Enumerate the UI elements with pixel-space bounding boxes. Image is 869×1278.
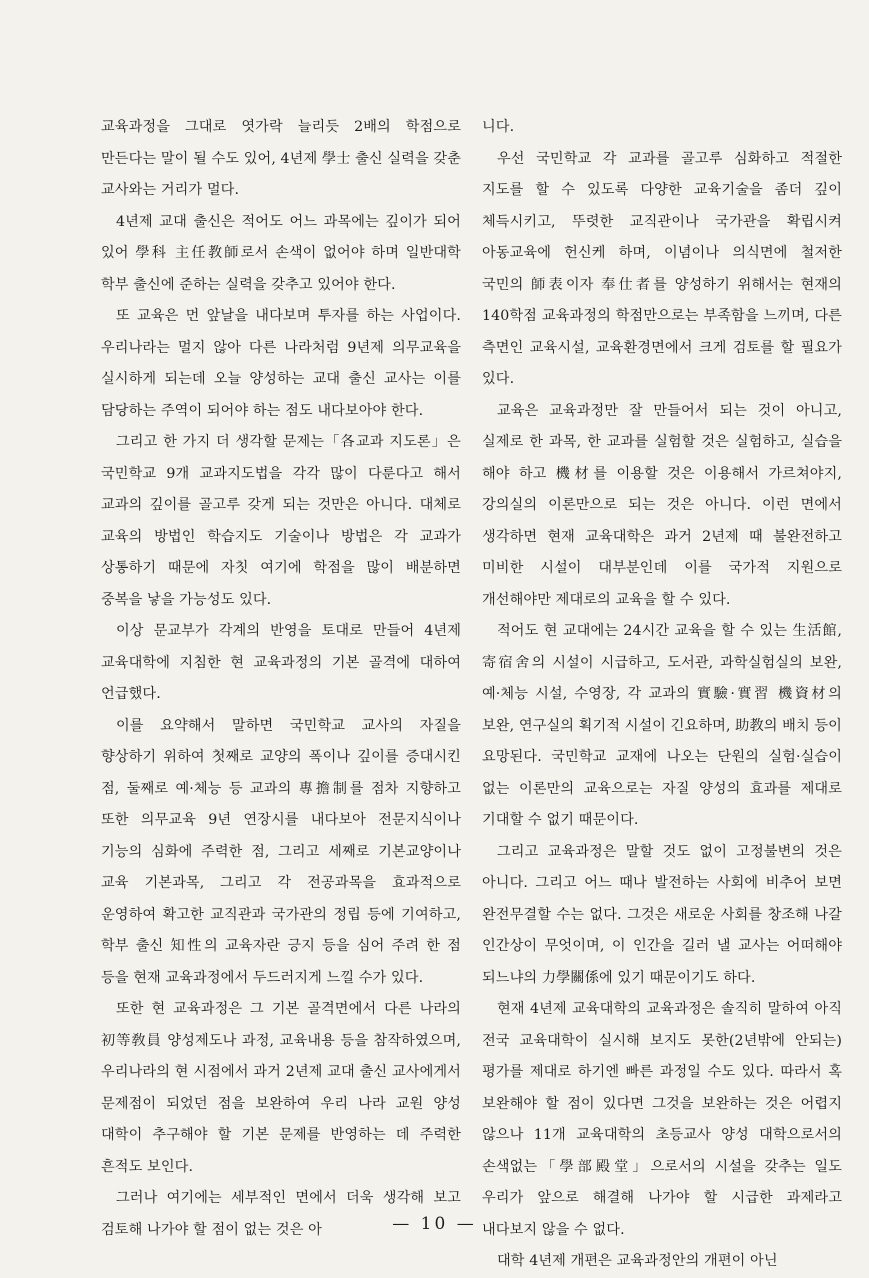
paragraph: 그리고 한 가지 더 생각할 문제는「各교과 지도론」은 국민학교 9개 교과지도법을 각각 많이 다룬다고 해서 교과의 깊이를 골고루 갖게 되는 것만은 아니다. 대체로 교육의 방법인 학습지도 기술이나 방법은 각 교과가 상통하기 때문에 자칫 여기에 학점을 많이 배분하면 중복을 낳을 가능성도 있다. [101, 434, 461, 608]
right-column [482, 112, 842, 1278]
paragraph: 우선 국민학교 각 교과를 골고루 심화하고 적절한 지도를 할 수 있도록 다양한 교육기술을 좀더 깊이 체득시키고, 뚜렷한 교직관이나 국가관을 확립시켜 아동교육에 헌신케 하며, 이념이나 의식면에 철저한 국민의 師表이자 奉仕者를 양성하기 위해서는 현재의 140학점 교육과정의 학점만으로는 부족함을 느끼며, 다른 측면인 교육시설, 교육환경면에서 크게 검토를 할 필요가 있다. [482, 150, 842, 387]
paragraph: 적어도 현 교대에는 24시간 교육을 할 수 있는 生活館, 寄宿舍의 시설이 시급하고, 도서관, 과학실험실의 보완, 예·체능 시설, 수영장, 각 교과의 實驗·實習 機資材의 보완, 연구실의 획기적 시설이 긴요하며, 助教의 배치 등이 요망된다. 국민학교 교재에 나오는 단원의 실험·실습이 없는 이론만의 교육으로는 자질 양성의 효과를 제대로 기대할 수 없기 때문이다. [482, 623, 842, 828]
left-column [101, 112, 461, 1246]
paragraph: 니다. [482, 119, 515, 135]
paragraph: 그러나 여기에는 세부적인 면에서 더욱 생각해 보고 검토해 나가야 할 점이 없는 것은 아 [101, 1190, 461, 1238]
paragraph: 4년제 교대 출신은 적어도 어느 과목에는 깊이가 되어 있어 學科 主任教師로서 손색이 없어야 하며 일반대학 학부 출신에 준하는 실력을 갖추고 있어야 한다. [101, 213, 461, 293]
paragraph: 대학 4년제 개편은 교육과정안의 개편이 아닌 [497, 1253, 778, 1269]
paragraph: 이를 요약해서 말하면 국민학교 교사의 자질을 향상하기 위하여 첫째로 교양의 폭이나 깊이를 증대시킨 점, 둘째로 예·체능 등 교과의 專擔制를 점차 지향하고 또한 의무교육 9년 연장시를 내다보아 전문지식이나 기능의 심화에 주력한 점, 그리고 세째로 기본교양이나 교육 기본과목, 그리고 각 전공과목을 효과적으로 운영하여 확고한 교직관과 국가관의 정립 등에 기여하고, 학부 출신 知性의 교육자란 긍지 등을 심어 주려 한 점 등을 현재 교육과정에서 두드러지게 느낄 수가 있다. [101, 717, 461, 986]
page-number: — 10 — [392, 1214, 477, 1234]
paragraph: 또한 현 교육과정은 그 기본 골격면에서 다른 나라의 初等敎員 양성제도나 과정, 교육내용 등을 참작하였으며, 우리나라의 현 시점에서 과거 2년제 교대 출신 교사에게서 문제점이 되었던 점을 보완하여 우리 나라 교원 양성 대학이 추구해야 할 기본 문제를 반영하는 데 주력한 흔적도 보인다. [101, 1001, 461, 1175]
paragraph: 또 교육은 먼 앞날을 내다보며 투자를 하는 사업이다. 우리나라는 멀지 않아 다른 나라처럼 9년제 의무교육을 실시하게 되는데 오늘 양성하는 교대 출신 교사는 이를 담당하는 주역이 되어야 하는 점도 내다보아야 한다. [101, 308, 461, 419]
paragraph: 교육은 교육과정만 잘 만들어서 되는 것이 아니고, 실제로 한 과목, 한 교과를 실험할 것은 실험하고, 실습을 해야 하고 機材를 이용할 것은 이용해서 가르쳐야지, 강의실의 이론만으로 되는 것은 아니다. 이런 면에서 생각하면 현재 교육대학은 과거 2년제 때 불완전하고 미비한 시설이 대부분인데 이를 국가적 지원으로 개선해야만 제대로의 교육을 할 수 있다. [482, 402, 842, 608]
paragraph: 이상 문교부가 각계의 반영을 토대로 만들어 4년제 교육대학에 지침한 현 교육과정의 기본 골격에 대하여 언급했다. [101, 623, 461, 702]
paragraph: 현재 4년제 교육대학의 교육과정은 솔직히 말하여 아직 전국 교육대학이 실시해 보지도 못한(2년밖에 안되는) 평가를 제대로 하기엔 빠른 과정일 수도 있다. 따라서 혹 보완해야 할 점이 있다면 그것을 보완하는 것은 어렵지 않으나 11개 교육대학의 초등교사 양성 대학으로서의 손색없는「學部殿堂」으로서의 시설을 갖추는 일도 우리가 앞으로 해결해 나가야 할 시급한 과제라고 내다보지 않을 수 없다. [482, 1001, 842, 1238]
paragraph: 교육과정을 그대로 엿가락 늘리듯 2배의 학점으로 만든다는 말이 될 수도 있어, 4년제 學士 출신 실력을 갖춘 교사와는 거리가 멀다. [101, 119, 461, 198]
paragraph: 그리고 교육과정은 말할 것도 없이 고정불변의 것은 아니다. 그리고 어느 때나 발전하는 사회에 비추어 보면 완전무결할 수는 없다. 그것은 새로운 사회를 창조해 나갈 인간상이 무엇이며, 이 인간을 길러 낼 교사는 어떠해야 되느냐의 力學關係에 있기 때문이기도 하다. [482, 843, 842, 986]
